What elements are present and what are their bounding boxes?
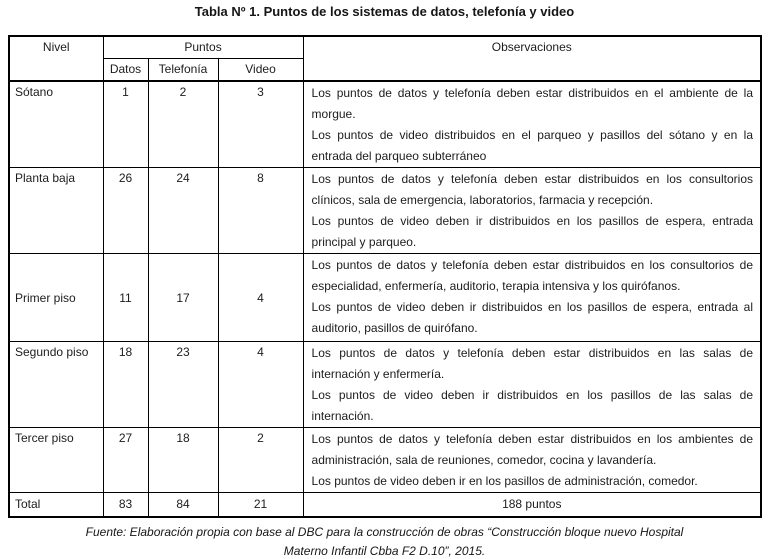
table-row-primer-piso (9, 254, 761, 342)
observacion-paragraph: Los puntos de datos y telefonía deben estar distribuidos en los ambientes de administración, sala de reuniones, comedor, cocina y lavandería. (311, 432, 753, 467)
col-header-video: Video (218, 58, 303, 81)
source-note (0, 523, 769, 559)
observacion-paragraph: Los puntos de video distribuidos en el parqueo y pasillos del sótano y en la entrada del parqueo subterráneo (311, 128, 753, 163)
table-header (9, 36, 761, 81)
table-row-total (9, 493, 761, 517)
datos-cell: 26 (103, 168, 148, 254)
nivel-cell: Primer piso (9, 254, 103, 342)
source-line-2: Materno Infantil Cbba F2 D.10”, 2015. (283, 544, 486, 558)
observacion-paragraph: Los puntos de datos y telefonía deben estar distribuidos en los consultorios clínicos, sala de emergencia, laboratorios, farmacia y recepción. (311, 172, 753, 207)
table-row-planta-baja (9, 168, 761, 254)
observacion-paragraph: Los puntos de video deben ir en los pasillos de administración, comedor. (311, 474, 698, 488)
datos-cell: 18 (103, 342, 148, 428)
table-row-tercer-piso (9, 428, 761, 493)
telefonia-cell: 17 (148, 254, 218, 342)
nivel-cell: Sótano (9, 81, 103, 168)
datos-cell: 27 (103, 428, 148, 493)
total-observaciones-cell: 188 puntos (303, 493, 761, 517)
telefonia-cell: 24 (148, 168, 218, 254)
video-cell: 4 (218, 342, 303, 428)
header-row-1 (9, 36, 761, 58)
telefonia-cell: 18 (148, 428, 218, 493)
table-row-sotano (9, 81, 761, 168)
observacion-paragraph: Los puntos de video deben ir distribuidos en los pasillos de las salas de internación. (311, 388, 753, 423)
col-header-datos: Datos (103, 58, 148, 81)
table-row-segundo-piso (9, 342, 761, 428)
col-header-nivel: Nivel (9, 36, 103, 81)
observaciones-cell (303, 81, 761, 168)
datos-cell: 1 (103, 81, 148, 168)
observaciones-cell (303, 428, 761, 493)
total-video-cell: 21 (218, 493, 303, 517)
video-cell: 3 (218, 81, 303, 168)
telefonia-cell: 23 (148, 342, 218, 428)
observacion-paragraph: Los puntos de datos y telefonía deben estar distribuidos en los consultorios de especialidad, enfermería, auditorio, terapia intensiva y los quirófanos. (311, 258, 753, 293)
video-cell: 8 (218, 168, 303, 254)
observacion-paragraph: Los puntos de video deben ir distribuidos en los pasillos de espera, entrada principal y parqueo. (311, 214, 753, 249)
puntos-table (8, 35, 762, 518)
datos-cell: 11 (103, 254, 148, 342)
observacion-paragraph: Los puntos de video deben ir distribuidos en los pasillos de espera, entrada al auditorio, pasillos de quirófano. (311, 300, 753, 335)
total-label-cell: Total (9, 493, 103, 517)
observacion-paragraph: Los puntos de datos y telefonía deben estar distribuidos en el ambiente de la morgue. (311, 86, 753, 121)
nivel-cell: Segundo piso (9, 342, 103, 428)
col-header-telefonia: Telefonía (148, 58, 218, 81)
video-cell: 4 (218, 254, 303, 342)
observacion-paragraph: Los puntos de datos y telefonía deben estar distribuidos en las salas de internación y enfermería. (311, 346, 753, 381)
table-body (9, 81, 761, 517)
col-header-observaciones: Observaciones (303, 36, 761, 81)
total-telefonia-cell: 84 (148, 493, 218, 517)
source-line-1: Fuente: Elaboración propia con base al DBC para la construcción de obras “Construcción bloque nuevo Hospital (85, 525, 684, 539)
telefonia-cell: 2 (148, 81, 218, 168)
total-datos-cell: 83 (103, 493, 148, 517)
observaciones-cell (303, 168, 761, 254)
col-header-puntos: Puntos (103, 36, 303, 58)
observaciones-cell (303, 342, 761, 428)
table-title: Tabla Nº 1. Puntos de los sistemas de datos, telefonía y video (194, 4, 575, 19)
video-cell: 2 (218, 428, 303, 493)
nivel-cell: Planta baja (9, 168, 103, 254)
observaciones-cell (303, 254, 761, 342)
nivel-cell: Tercer piso (9, 428, 103, 493)
